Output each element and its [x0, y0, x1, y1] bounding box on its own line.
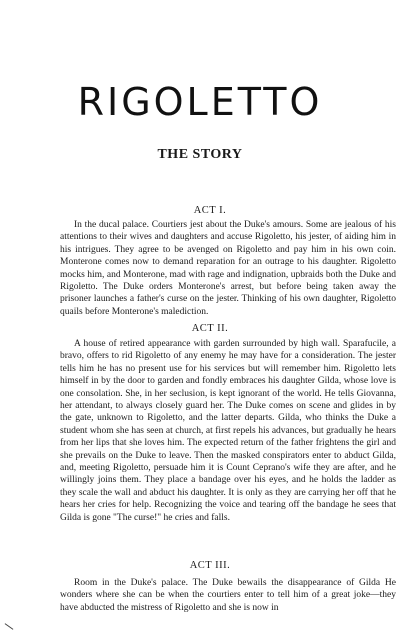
page-subtitle: THE STORY [157, 147, 243, 162]
page-edge-mark [5, 623, 14, 630]
act-2-text: A house of retired appearance with garden surrounded by high wall. Sparafucile, a bravo, offers to rid Rigoletto of any enemy he may have for a consideration. The jester tells him he has no present use for his services but will remember him. Rigoletto lets himself in by the door to garden and fondly embraces his daughter Gilda, whose love is one consolation. She, in her seclusion, is kept ignorant of the world. He tells Giovanna, her attendant, to always closely guard her. The Duke comes on scene and glides in by the gate, unknown to Rigoletto, and the latter departs. Gilda, who thinks the Duke a student whom she has seen at church, at first repels his advances, but gradually he hears from her lips that she loves him. The expected return of the father frightens the girl and she prevails on the Duke to leave. Then the masked conspirators enter to abduct Gilda, and, meeting Rigoletto, persuade him it is Count Ceprano's wife they are after, and he willingly joins them. They place a bandage over his eyes, and he holds the ladder as they scale the wall and abduct his daughter. It is only as they are carrying her off that he hears her cries for help. Recognizing the voice and tearing off the bandage he sees that Gilda is gone "The curse!" he cries and falls. [60, 339, 396, 523]
act-2-heading: ACT II. [191, 323, 229, 334]
act-1-text: In the ducal palace. Courtiers jest about the Duke's amours. Some are jealous of his attentions to their wives and daughters and accuse Rigoletto, his jester, of aiding him in his intrigues. They agree to be avenged on Rigoletto and pay him in his own coin. Monterone comes now to demand reparation for an outrage to his daughter. Rigoletto mocks him, and Monterone, mad with rage and indignation, upbraids both the Duke and Rigoletto. The Duke orders Monterone's arrest, but before being taken away the prisoner launches a father's curse on the jester. Thinking of his own daughter, Rigoletto quails before Monterone's malediction. [60, 220, 396, 317]
page-title: RIGOLETTO [77, 80, 323, 124]
act-3-text: Room in the Duke's palace. The Duke bewails the disappearance of Gilda He wonders where she can be when the courtiers enter to tell him of a great joke—they have abducted the mistress of Rigoletto and she is now in [60, 578, 396, 613]
act-3-heading: ACT III. [189, 560, 231, 571]
act-1-heading: ACT I. [193, 205, 227, 216]
